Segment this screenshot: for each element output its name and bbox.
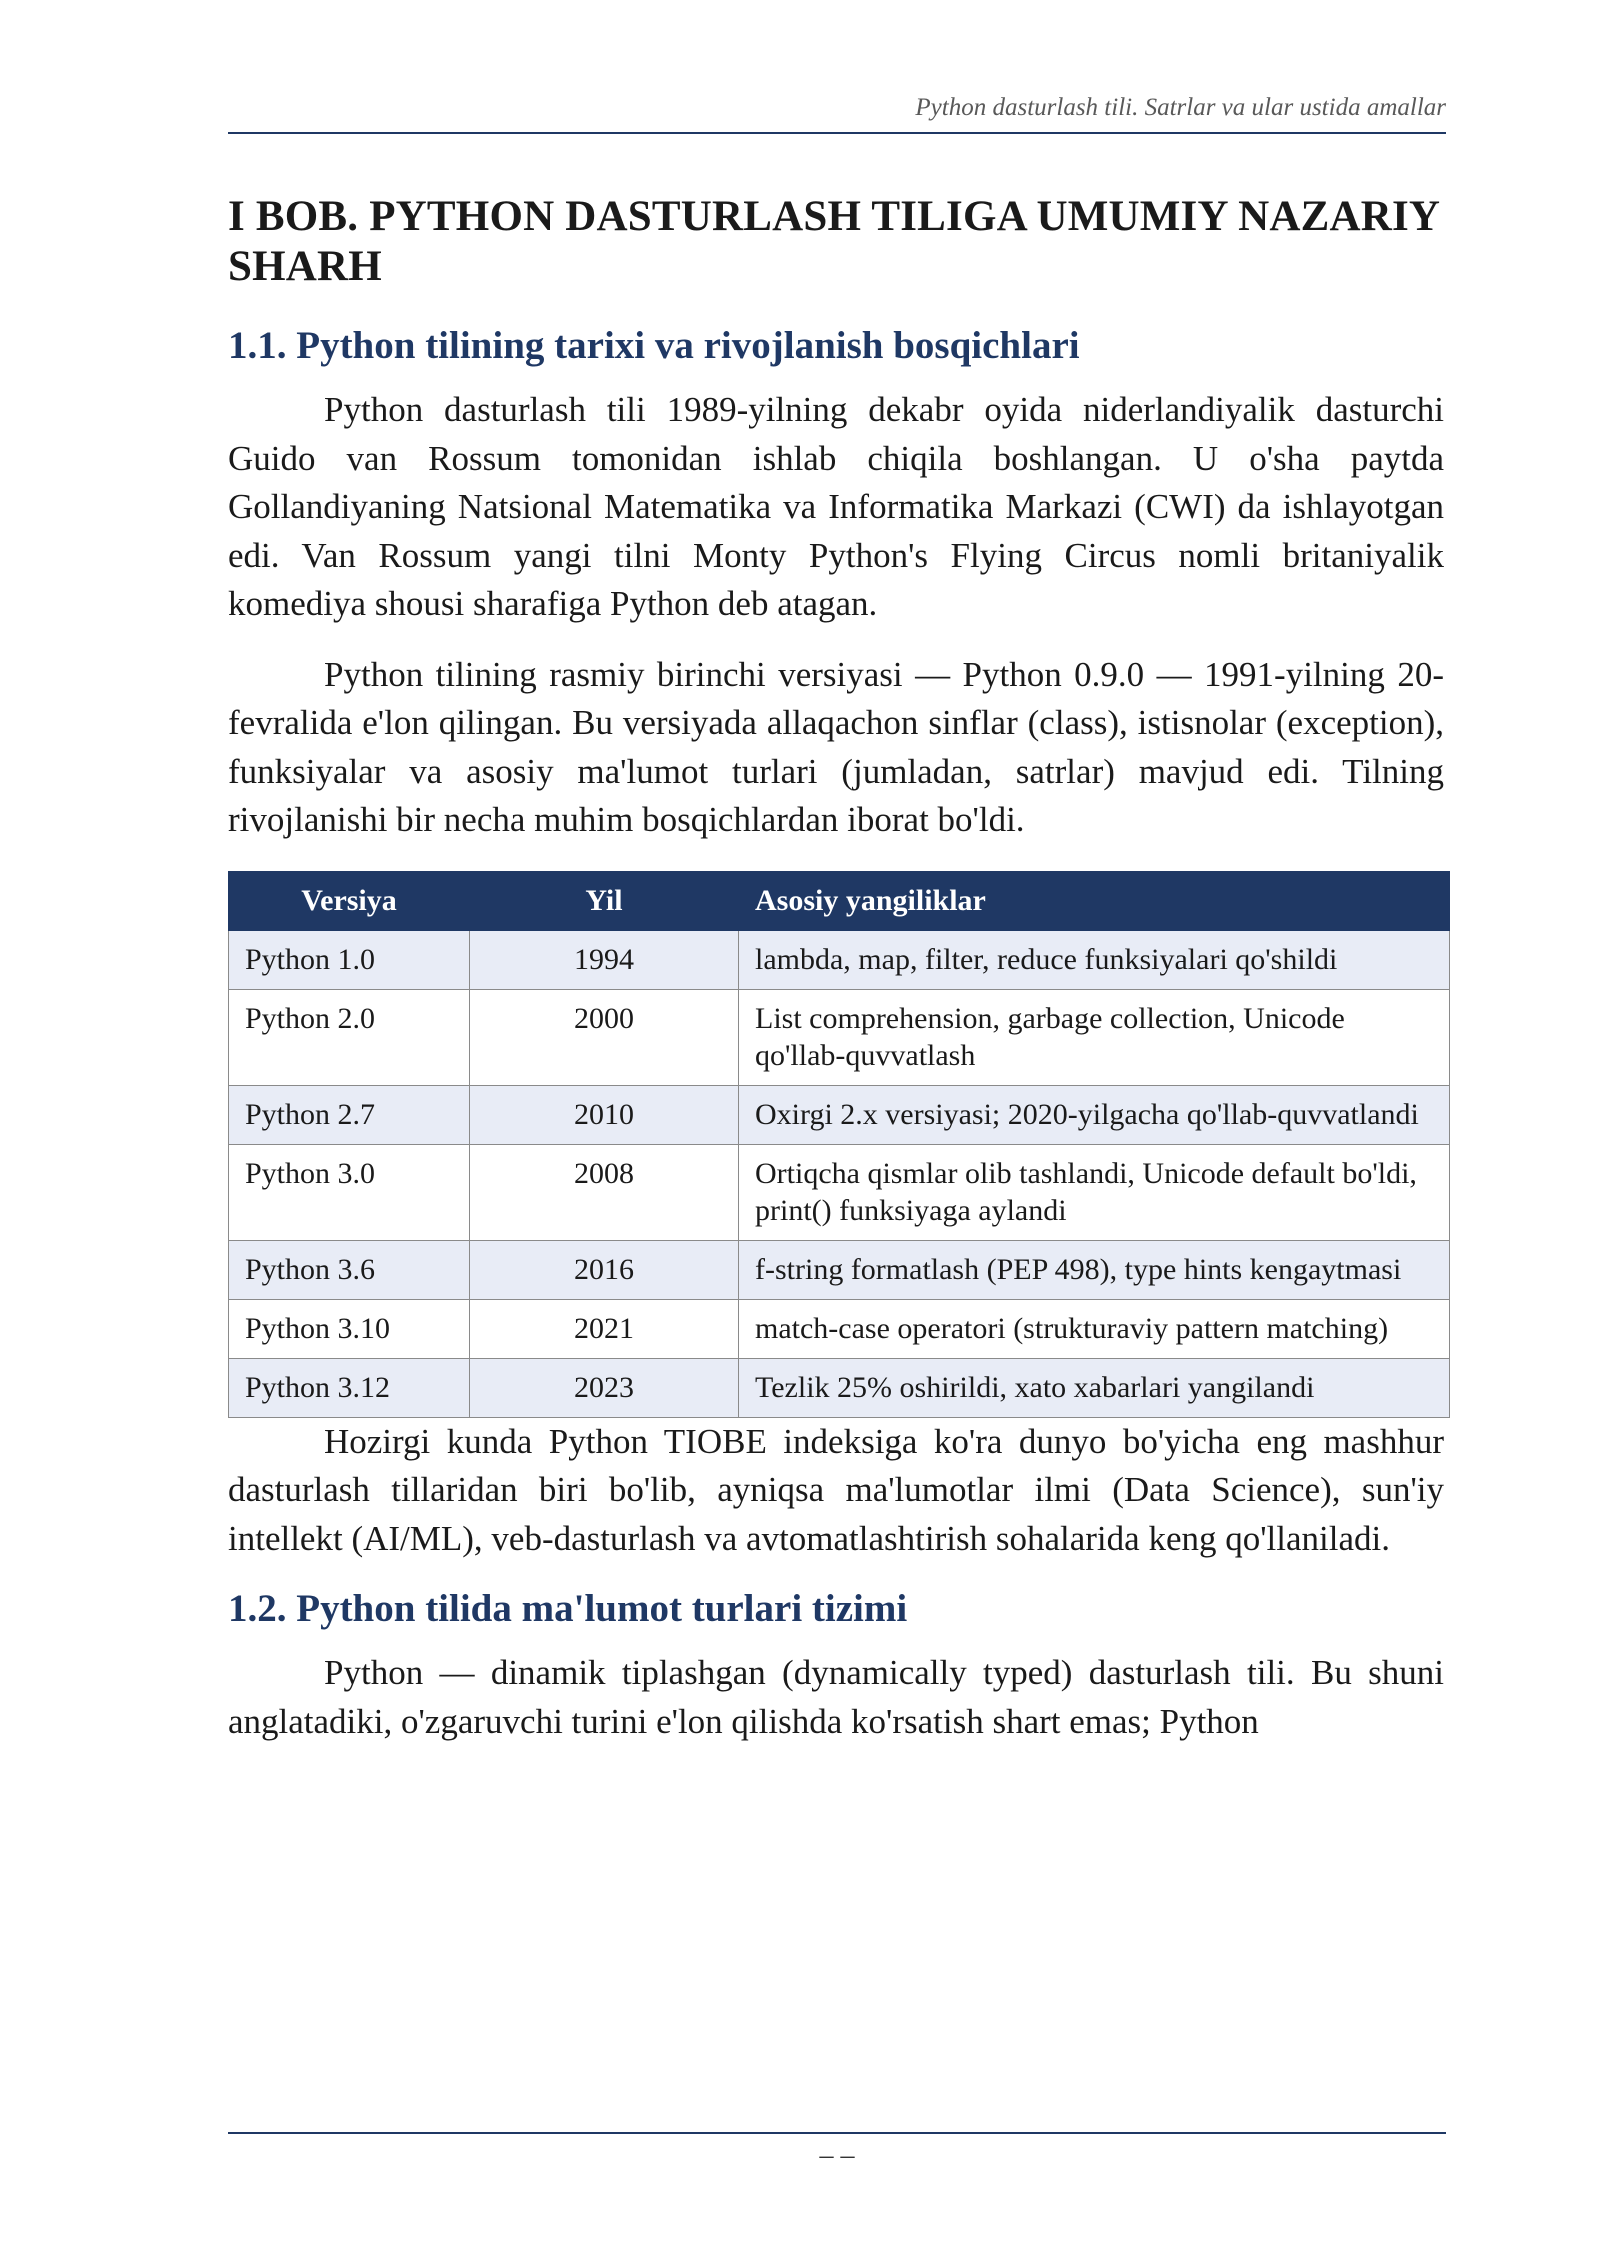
table-header-row — [229, 871, 1450, 930]
version-cell: Python 3.0 — [229, 1144, 470, 1240]
table-row — [229, 989, 1450, 1085]
version-cell: Python 1.0 — [229, 930, 470, 989]
table-row — [229, 1144, 1450, 1240]
page-number: – – — [819, 2140, 855, 2171]
version-cell: Python 3.6 — [229, 1240, 470, 1299]
paragraph-dynamic-typing: Python — dinamik tiplashgan (dynamically typed) dasturlash tili. Bu shuni anglatadiki, o'zgaruvchi turini e'lon qilishda ko'rsatish shart emas; Python — [228, 1653, 1444, 1741]
features-cell: Oxirgi 2.x versiyasi; 2020-yilgacha qo'llab-quvvatlandi — [739, 1085, 1450, 1144]
table-row — [229, 1085, 1450, 1144]
year-cell: 2016 — [470, 1240, 739, 1299]
section-heading-1-2: 1.2. Python tilida ma'lumot turlari tizimi — [228, 1587, 908, 1630]
features-cell: Tezlik 25% oshirildi, xato xabarlari yangilandi — [739, 1358, 1450, 1417]
paragraph-popularity: Hozirgi kunda Python TIOBE indeksiga ko'ra dunyo bo'yicha eng mashhur dasturlash tillaridan biri bo'lib, ayniqsa ma'lumotlar ilmi (Data Science), sun'iy intellekt (AI/ML), veb-dasturlash va avtomatlashtirish sohalarida keng qo'llaniladi. — [228, 1421, 1444, 1558]
year-cell: 2021 — [470, 1299, 739, 1358]
version-cell: Python 3.12 — [229, 1358, 470, 1417]
chapter-title: I BOB. PYTHON DASTURLASH TILIGA UMUMIY NAZARIY SHARH — [228, 193, 1439, 290]
features-cell: Ortiqcha qismlar olib tashlandi, Unicode default bo'ldi, print() funksiyaga aylandi — [739, 1144, 1450, 1240]
year-cell: 2008 — [470, 1144, 739, 1240]
features-cell: match-case operatori (strukturaviy pattern matching) — [739, 1299, 1450, 1358]
version-cell: Python 3.10 — [229, 1299, 470, 1358]
features-cell: lambda, map, filter, reduce funksiyalari qo'shildi — [739, 930, 1450, 989]
year-cell: 2000 — [470, 989, 739, 1085]
page-content — [228, 192, 1444, 1768]
paragraph-first-version: Python tilining rasmiy birinchi versiyasi — Python 0.9.0 — 1991-yilning 20-fevralida e'lon qilingan. Bu versiyada allaqachon sinflar (class), istisnolar (exception), funksiyalar va asosiy ma'lumot turlari (jumladan, satrlar) mavjud edi. Tilning rivojlanishi bir necha muhim bosqichlardan iborat bo'ldi. — [228, 654, 1444, 839]
year-cell: 2023 — [470, 1358, 739, 1417]
section-heading-1-1: 1.1. Python tilining tarixi va rivojlanish bosqichlari — [228, 324, 1080, 367]
column-header-year: Yil — [470, 871, 739, 930]
paragraph-history: Python dasturlash tili 1989-yilning dekabr oyida niderlandiyalik dasturchi Guido van Rossum tomonidan ishlab chiqila boshlangan. U o'sha paytda Gollandiyaning Natsional Matematika va Informatika Markazi (CWI) da ishlayotgan edi. Van Rossum yangi tilni Monty Python's Flying Circus nomli britaniyalik komediya shousi sharafiga Python deb atagan. — [228, 390, 1444, 623]
features-cell: List comprehension, garbage collection, Unicode qo'llab-quvvatlash — [739, 989, 1450, 1085]
page-footer — [228, 2132, 1446, 2172]
year-cell: 1994 — [470, 930, 739, 989]
version-cell: Python 2.0 — [229, 989, 470, 1085]
version-cell: Python 2.7 — [229, 1085, 470, 1144]
table-row — [229, 1358, 1450, 1417]
column-header-version: Versiya — [229, 871, 470, 930]
year-cell: 2010 — [470, 1085, 739, 1144]
python-versions-table — [228, 871, 1450, 1418]
table-row — [229, 1299, 1450, 1358]
column-header-features: Asosiy yangiliklar — [739, 871, 1450, 930]
table-row — [229, 1240, 1450, 1299]
table-row — [229, 930, 1450, 989]
features-cell: f-string formatlash (PEP 498), type hints kengaytmasi — [739, 1240, 1450, 1299]
running-header: Python dasturlash tili. Satrlar va ular ustida amallar — [228, 94, 1446, 134]
